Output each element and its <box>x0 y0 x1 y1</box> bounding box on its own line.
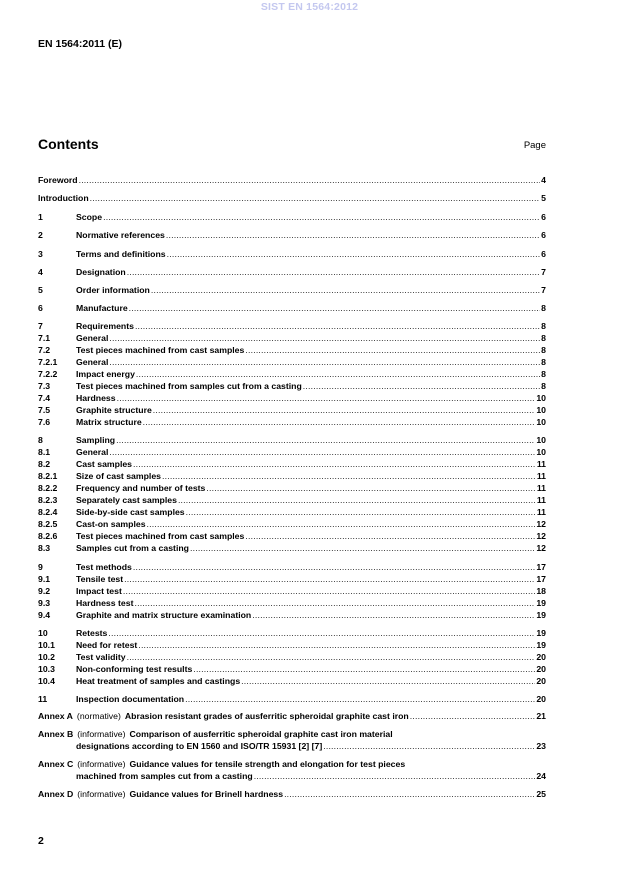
annex-page: 25 <box>536 789 546 799</box>
toc-entry-number: 7.1 <box>38 333 51 343</box>
toc-entry-page: 12 <box>536 519 546 529</box>
toc-entry-page: 10 <box>536 435 546 445</box>
toc-entry-title: Test methods <box>76 562 132 572</box>
toc-entry-number: 1 <box>38 212 43 222</box>
toc-entry-number: 9.3 <box>38 598 51 608</box>
toc-entry[interactable] <box>38 434 546 446</box>
dot-leader <box>151 285 540 296</box>
toc-entry-page: 20 <box>536 664 546 674</box>
annex-title: Guidance values for tensile strength and elongation for test pieces <box>129 759 406 769</box>
annex-title: Comparison of ausferritic spheroidal graphite cast iron material <box>129 729 393 739</box>
dot-leader <box>303 381 540 392</box>
toc-entry[interactable] <box>38 530 546 542</box>
toc-entry-page: 6 <box>541 212 546 222</box>
toc-entry-number: 8.2.5 <box>38 519 58 529</box>
annex-title: designations according to EN 1560 and ISO/TR 15931 [2] [7] <box>76 740 323 751</box>
dot-leader <box>133 459 536 470</box>
toc-entry-number: 8.3 <box>38 543 51 553</box>
toc-entry-title: Graphite structure <box>76 405 152 415</box>
dot-leader <box>186 507 536 518</box>
toc-entry-number: 7.5 <box>38 405 51 415</box>
toc-entry-title: Separately cast samples <box>76 495 177 505</box>
dot-leader <box>254 771 536 783</box>
toc-entry[interactable] <box>38 332 546 344</box>
dot-leader <box>193 664 535 675</box>
toc-entry[interactable] <box>38 446 546 458</box>
toc-entry-title: General <box>76 333 109 343</box>
toc-entry[interactable] <box>38 542 546 554</box>
toc-entry-page: 8 <box>541 333 546 343</box>
annex-type: (normative) <box>76 711 121 721</box>
toc-entry-page: 11 <box>536 495 546 505</box>
toc-entry[interactable] <box>38 675 546 687</box>
toc-entry-page: 19 <box>536 598 546 608</box>
toc-entry-page: 11 <box>536 483 546 493</box>
toc-entry-page: 10 <box>536 393 546 403</box>
toc-entry-title: Matrix structure <box>76 417 142 427</box>
dot-leader <box>127 267 540 278</box>
toc-entry[interactable] <box>38 573 546 585</box>
dot-leader <box>123 586 535 597</box>
toc-entry[interactable] <box>38 229 546 241</box>
toc-entry-page: 20 <box>536 694 546 704</box>
toc-entry[interactable] <box>38 494 546 506</box>
toc-entry-number: 11 <box>38 694 48 704</box>
annex-label: Annex D <box>38 789 74 799</box>
toc-entry-title: Test pieces machined from cast samples <box>76 531 245 541</box>
toc-entry-title: Designation <box>76 267 126 277</box>
dot-leader <box>284 789 535 801</box>
toc-entry[interactable] <box>38 380 546 392</box>
toc-entry[interactable] <box>38 174 546 186</box>
toc-entry-number: 7.4 <box>38 393 51 403</box>
dot-leader <box>103 212 540 223</box>
dot-leader <box>135 321 540 332</box>
dot-leader <box>134 598 535 609</box>
toc-entry-page: 12 <box>536 543 546 553</box>
toc-entry[interactable] <box>38 248 546 260</box>
toc-entry-number: 7.3 <box>38 381 51 391</box>
toc-entry-title: Sampling <box>76 435 116 445</box>
toc-entry-page: 11 <box>536 459 546 469</box>
toc-entry-title: Size of cast samples <box>76 471 161 481</box>
toc-entry[interactable] <box>38 561 546 573</box>
annex-line <box>38 741 546 753</box>
dot-leader <box>143 417 536 428</box>
dot-leader <box>136 369 540 380</box>
toc-entry-title: Need for retest <box>76 640 138 650</box>
toc-entry-title: Tensile test <box>76 574 124 584</box>
toc-entry-number: 5 <box>38 285 43 295</box>
annex-page: 24 <box>536 770 546 781</box>
toc-entry[interactable] <box>38 192 546 204</box>
dot-leader <box>206 483 535 494</box>
toc-entry-page: 17 <box>536 562 546 572</box>
toc-entry-page: 8 <box>541 381 546 391</box>
dot-leader <box>129 303 541 314</box>
toc-entry[interactable] <box>38 609 546 621</box>
toc-entry-title: Foreword <box>38 175 78 185</box>
page-number: 2 <box>38 835 44 847</box>
toc-entry-title: Retests <box>76 628 108 638</box>
toc-entry-page: 11 <box>536 507 546 517</box>
toc-entry-title: Cast samples <box>76 459 133 469</box>
annex-label: Annex A <box>38 711 73 721</box>
toc-entry[interactable] <box>38 518 546 530</box>
toc-entry[interactable] <box>38 211 546 223</box>
toc-entry-title: General <box>76 357 109 367</box>
dot-leader <box>79 175 541 186</box>
toc-entry[interactable] <box>38 639 546 651</box>
dot-leader <box>410 711 536 723</box>
toc-entry[interactable] <box>38 344 546 356</box>
toc-entry-number: 8.2 <box>38 459 51 469</box>
toc-entry-title: Samples cut from a casting <box>76 543 189 553</box>
toc-entry[interactable] <box>38 458 546 470</box>
toc-entry-page: 8 <box>541 369 546 379</box>
annex-line <box>38 759 546 771</box>
dot-leader <box>133 562 535 573</box>
toc-entry-page: 6 <box>541 230 546 240</box>
toc-entry-page: 8 <box>541 357 546 367</box>
toc-entry-number: 8.2.1 <box>38 471 58 481</box>
dot-leader <box>109 357 540 368</box>
toc-entry-number: 9.2 <box>38 586 51 596</box>
toc-entry-page: 8 <box>541 303 546 313</box>
annex-page: 23 <box>536 740 546 751</box>
toc-entry-title: Test pieces machined from samples cut from a casting <box>76 381 302 391</box>
toc-entry-title: Normative references <box>76 230 165 240</box>
toc-entry-page: 20 <box>536 652 546 662</box>
toc-entry-number: 9 <box>38 562 43 572</box>
toc-entry-title: Impact energy <box>76 369 135 379</box>
toc-entry[interactable] <box>38 320 546 332</box>
toc-entry-page: 5 <box>541 193 546 203</box>
toc-entry-number: 10 <box>38 628 48 638</box>
toc-entry-title: Hardness <box>76 393 116 403</box>
toc-entry-page: 19 <box>536 610 546 620</box>
dot-leader <box>109 447 535 458</box>
toc-entry[interactable] <box>38 585 546 597</box>
toc-entry-title: Graphite and matrix structure examination <box>76 610 252 620</box>
toc-entry-title: Introduction <box>38 193 89 203</box>
toc-entry-title: Frequency and number of tests <box>76 483 206 493</box>
toc-entry[interactable] <box>38 302 546 314</box>
dot-leader <box>166 230 540 241</box>
dot-leader <box>147 519 536 530</box>
toc-entry-page: 8 <box>541 321 546 331</box>
toc-entry-page: 18 <box>536 586 546 596</box>
annex-line <box>38 711 546 723</box>
toc-entry-number: 7.2 <box>38 345 51 355</box>
toc-entry-number: 4 <box>38 267 43 277</box>
annex-label: Annex C <box>38 759 74 769</box>
toc-entry-number: 10.1 <box>38 640 55 650</box>
toc-entry-page: 7 <box>541 267 546 277</box>
annex-line <box>38 729 546 741</box>
toc-entry-number: 7.6 <box>38 417 51 427</box>
toc-entry-title: General <box>76 447 109 457</box>
dot-leader <box>108 628 535 639</box>
toc-entry[interactable] <box>38 470 546 482</box>
dot-leader <box>162 471 536 482</box>
toc-entry-number: 7.2.1 <box>38 357 58 367</box>
dot-leader <box>323 741 535 753</box>
toc-entry-number: 8 <box>38 435 43 445</box>
toc-entry-title: Inspection documentation <box>76 694 185 704</box>
toc-entry-number: 3 <box>38 249 43 259</box>
toc-entry[interactable] <box>38 651 546 663</box>
dot-leader <box>241 676 535 687</box>
toc-entry[interactable] <box>38 416 546 428</box>
dot-leader <box>245 345 540 356</box>
dot-leader <box>90 193 540 204</box>
toc-entry-number: 10.2 <box>38 652 55 662</box>
toc-entry-number: 2 <box>38 230 43 240</box>
toc-entry-number: 8.2.4 <box>38 507 58 517</box>
toc-annex-entry[interactable] <box>38 711 546 723</box>
toc-entry-number: 9.1 <box>38 574 51 584</box>
toc-annex-entry[interactable] <box>38 729 546 752</box>
toc-entry-title: Test validity <box>76 652 126 662</box>
toc-entry[interactable] <box>38 404 546 416</box>
toc-entry-title: Order information <box>76 285 150 295</box>
toc-entry-page: 6 <box>541 249 546 259</box>
toc-entry-number: 8.2.3 <box>38 495 58 505</box>
toc-entry-number: 7 <box>38 321 43 331</box>
toc-entry-title: Terms and definitions <box>76 249 166 259</box>
toc-entry[interactable] <box>38 506 546 518</box>
toc-entry-page: 20 <box>536 676 546 686</box>
toc-entry-page: 8 <box>541 345 546 355</box>
toc-entry[interactable] <box>38 368 546 380</box>
dot-leader <box>116 435 535 446</box>
toc-entry-page: 17 <box>536 574 546 584</box>
page-column-label: Page <box>523 140 546 151</box>
dot-leader <box>124 574 535 585</box>
document-header: EN 1564:2011 (E) <box>38 38 123 50</box>
toc-entry-number: 7.2.2 <box>38 369 58 379</box>
toc-entry-title: Manufacture <box>76 303 128 313</box>
toc-entry-number: 9.4 <box>38 610 51 620</box>
page-title: Contents <box>38 136 99 152</box>
dot-leader <box>138 640 535 651</box>
toc-entry-number: 8.2.6 <box>38 531 58 541</box>
toc-entry-page: 19 <box>536 628 546 638</box>
annex-title: Guidance values for Brinell hardness <box>129 789 284 799</box>
toc-entry[interactable] <box>38 356 546 368</box>
toc-entry[interactable] <box>38 266 546 278</box>
toc-entry-page: 4 <box>541 175 546 185</box>
toc-entry-page: 19 <box>536 640 546 650</box>
toc-annex-entry[interactable] <box>38 789 546 801</box>
toc-entry-page: 10 <box>536 447 546 457</box>
toc-entry-page: 11 <box>536 471 546 481</box>
dot-leader <box>252 610 535 621</box>
toc-entry-title: Requirements <box>76 321 134 331</box>
dot-leader <box>167 249 541 260</box>
dot-leader <box>127 652 536 663</box>
toc-entry[interactable] <box>38 627 546 639</box>
toc-entry[interactable] <box>38 693 546 705</box>
annex-title: Abrasion resistant grades of ausferritic spheroidal graphite cast iron <box>124 711 409 721</box>
toc-entry-number: 8.2.2 <box>38 483 58 493</box>
dot-leader <box>245 531 535 542</box>
toc-entry-number: 10.3 <box>38 664 55 674</box>
dot-leader <box>109 333 540 344</box>
toc-entry-number: 10.4 <box>38 676 55 686</box>
toc-entry-number: 6 <box>38 303 43 313</box>
toc-entry[interactable] <box>38 392 546 404</box>
toc-entry-title: Side-by-side cast samples <box>76 507 185 517</box>
annex-type: (informative) <box>77 789 126 799</box>
dot-leader <box>117 393 536 404</box>
annex-type: (informative) <box>77 729 126 739</box>
toc-entry-number: 8.1 <box>38 447 51 457</box>
toc-entry-title: Impact test <box>76 586 122 596</box>
dot-leader <box>178 495 536 506</box>
dot-leader <box>190 543 535 554</box>
toc-entry-page: 12 <box>536 531 546 541</box>
annex-label: Annex B <box>38 729 74 739</box>
annex-type: (informative) <box>77 759 126 769</box>
dot-leader <box>185 694 535 705</box>
annex-title: machined from samples cut from a casting <box>76 770 253 781</box>
dot-leader <box>153 405 536 416</box>
toc-entry[interactable] <box>38 284 546 296</box>
toc-entry-title: Scope <box>76 212 103 222</box>
toc-entry-title: Hardness test <box>76 598 134 608</box>
annex-line <box>38 789 546 801</box>
annex-line <box>38 771 546 783</box>
toc-annex-entry[interactable] <box>38 759 546 782</box>
toc-entry[interactable] <box>38 663 546 675</box>
toc-entry-page: 7 <box>541 285 546 295</box>
toc-entry-title: Cast-on samples <box>76 519 146 529</box>
toc-entry[interactable] <box>38 482 546 494</box>
watermark: SIST EN 1564:2012 <box>260 1 359 13</box>
toc-entry-title: Heat treatment of samples and castings <box>76 676 241 686</box>
toc-entry-title: Test pieces machined from cast samples <box>76 345 245 355</box>
toc-entry-page: 10 <box>536 405 546 415</box>
annex-page: 21 <box>536 711 546 721</box>
toc-entry[interactable] <box>38 597 546 609</box>
toc-entry-title: Non-conforming test results <box>76 664 193 674</box>
toc-entry-page: 10 <box>536 417 546 427</box>
